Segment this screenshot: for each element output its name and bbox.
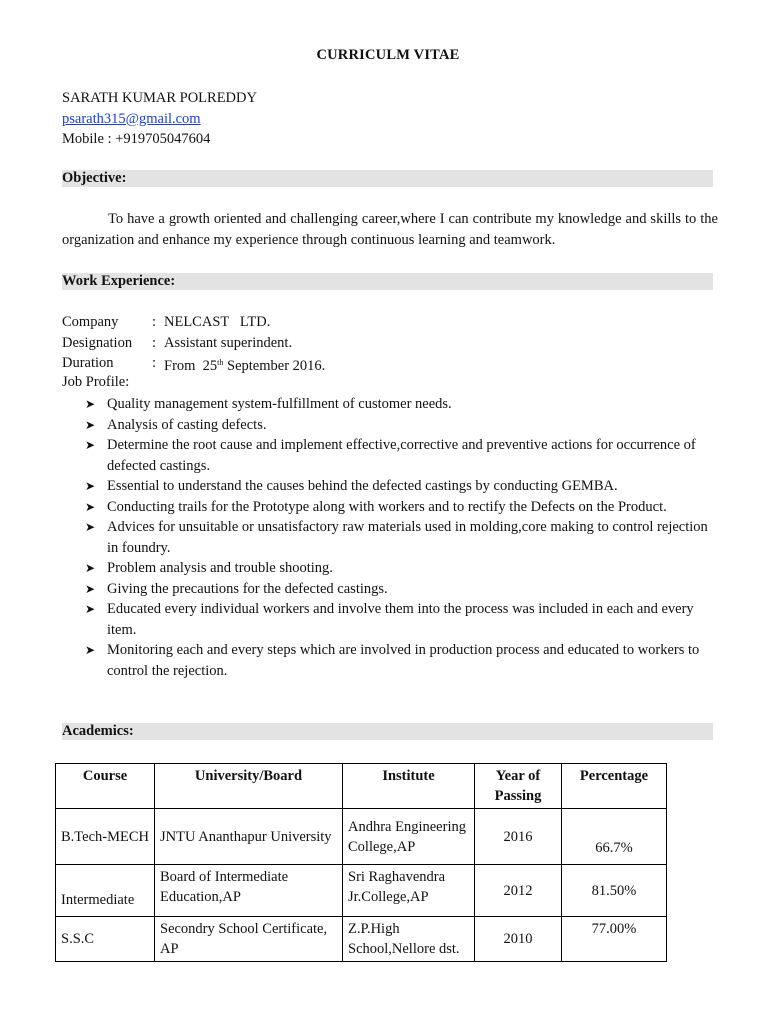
column-header-year: Year of Passing xyxy=(475,764,562,809)
list-item-text: Quality management system-fulfillment of customer needs. xyxy=(107,396,452,412)
column-header-percentage: Percentage xyxy=(562,764,667,809)
cell-percentage: 81.50% xyxy=(562,865,667,917)
list-item-text: Problem analysis and trouble shooting. xyxy=(107,560,333,576)
designation-row xyxy=(62,333,325,354)
bullet-arrow-icon: ➤ xyxy=(85,417,96,432)
duration-row xyxy=(62,353,325,374)
mobile-number: Mobile : +919705047604 xyxy=(62,131,211,147)
contact-block xyxy=(62,88,257,150)
cell-institute: Z.P.High School,Nellore dst. xyxy=(343,917,475,962)
list-item-text: Giving the precautions for the defected castings. xyxy=(107,580,388,597)
job-profile-list xyxy=(85,394,710,681)
cell-course: Intermediate xyxy=(56,865,155,917)
list-item xyxy=(85,415,710,436)
colon: : xyxy=(152,334,157,351)
list-item xyxy=(85,640,710,681)
list-item xyxy=(85,497,710,518)
work-details xyxy=(62,312,325,374)
duration-label: Duration xyxy=(62,355,114,371)
list-item xyxy=(85,394,710,415)
colon: : xyxy=(152,314,157,330)
company-row xyxy=(62,312,325,333)
column-header-institute: Institute xyxy=(343,764,475,809)
candidate-name: SARATH KUMAR POLREDDY xyxy=(62,90,257,106)
email-link[interactable]: psarath315@gmail.com xyxy=(62,110,201,127)
designation-label: Designation xyxy=(62,334,133,351)
cell-percentage: 77.00% xyxy=(562,917,667,962)
duration-value xyxy=(164,353,325,374)
table-row xyxy=(56,917,667,962)
cell-year: 2016 xyxy=(475,809,562,865)
bullet-arrow-icon: ➤ xyxy=(85,397,96,411)
cell-university: Secondry School Certificate, AP xyxy=(155,917,343,962)
bullet-arrow-icon: ➤ xyxy=(85,499,96,514)
duration-prefix: From 25 xyxy=(164,358,218,374)
list-item xyxy=(85,435,710,476)
table-row xyxy=(56,809,667,865)
list-item xyxy=(85,579,710,600)
objective-heading: Objective: xyxy=(62,170,713,187)
cell-course: S.S.C xyxy=(56,917,155,962)
column-header-university: University/Board xyxy=(155,764,343,809)
cell-university: JNTU Ananthapur University xyxy=(155,809,343,865)
cell-year: 2012 xyxy=(475,865,562,917)
duration-superscript: th xyxy=(217,358,224,367)
list-item-text: Advices for unsuitable or unsatisfactory raw materials used in molding,core making to control rejection in foundry. xyxy=(107,519,708,556)
bullet-arrow-icon: ➤ xyxy=(85,479,96,493)
cell-university: Board of Intermediate Education,AP xyxy=(155,865,343,917)
list-item xyxy=(85,558,710,579)
document-title: CURRICULM VITAE xyxy=(316,47,460,63)
duration-suffix: September 2016. xyxy=(223,358,326,374)
company-value: NELCAST LTD. xyxy=(164,314,271,330)
bullet-arrow-icon: ➤ xyxy=(85,520,96,534)
list-item xyxy=(85,599,710,640)
bullet-arrow-icon: ➤ xyxy=(85,561,96,575)
list-item-text: Determine the root cause and implement effective,corrective and preventive actions for occurrence of defected castings. xyxy=(107,437,696,474)
company-label: Company xyxy=(62,314,119,330)
job-profile-label: Job Profile: xyxy=(62,374,130,390)
cell-year: 2010 xyxy=(475,917,562,962)
table-header-row xyxy=(56,764,667,809)
work-experience-heading: Work Experience: xyxy=(62,273,713,290)
bullet-arrow-icon: ➤ xyxy=(85,602,96,616)
academics-heading: Academics: xyxy=(62,723,713,740)
bullet-arrow-icon: ➤ xyxy=(85,438,96,452)
bullet-arrow-icon: ➤ xyxy=(85,581,96,596)
cell-institute: Andhra Engineering College,AP xyxy=(343,809,475,865)
column-header-course: Course xyxy=(56,764,155,809)
bullet-arrow-icon: ➤ xyxy=(85,643,96,657)
academics-table xyxy=(55,763,667,962)
cell-institute: Sri Raghavendra Jr.College,AP xyxy=(343,865,475,917)
list-item xyxy=(85,476,710,497)
list-item-text: Analysis of casting defects. xyxy=(107,416,267,433)
designation-value: Assistant superindent. xyxy=(164,334,293,351)
table-row xyxy=(56,865,667,917)
list-item-text: Monitoring each and every steps which are involved in production process and educated to workers to control the rejection. xyxy=(107,642,700,679)
objective-text: To have a growth oriented and challenging career,where I can contribute my knowledge and skills to the organization and enhance my experience through continuous learning and teamwork. xyxy=(62,211,718,248)
colon: : xyxy=(152,355,157,371)
list-item xyxy=(85,517,710,558)
cell-percentage: 66.7% xyxy=(562,809,667,865)
list-item-text: Conducting trails for the Prototype along with workers and to rectify the Defects on the Product. xyxy=(107,498,667,515)
list-item-text: Educated every individual workers and involve them into the process was included in each and every item. xyxy=(107,601,694,638)
list-item-text: Essential to understand the causes behind the defected castings by conducting GEMBA. xyxy=(107,478,618,494)
cell-course: B.Tech-MECH xyxy=(56,809,155,865)
